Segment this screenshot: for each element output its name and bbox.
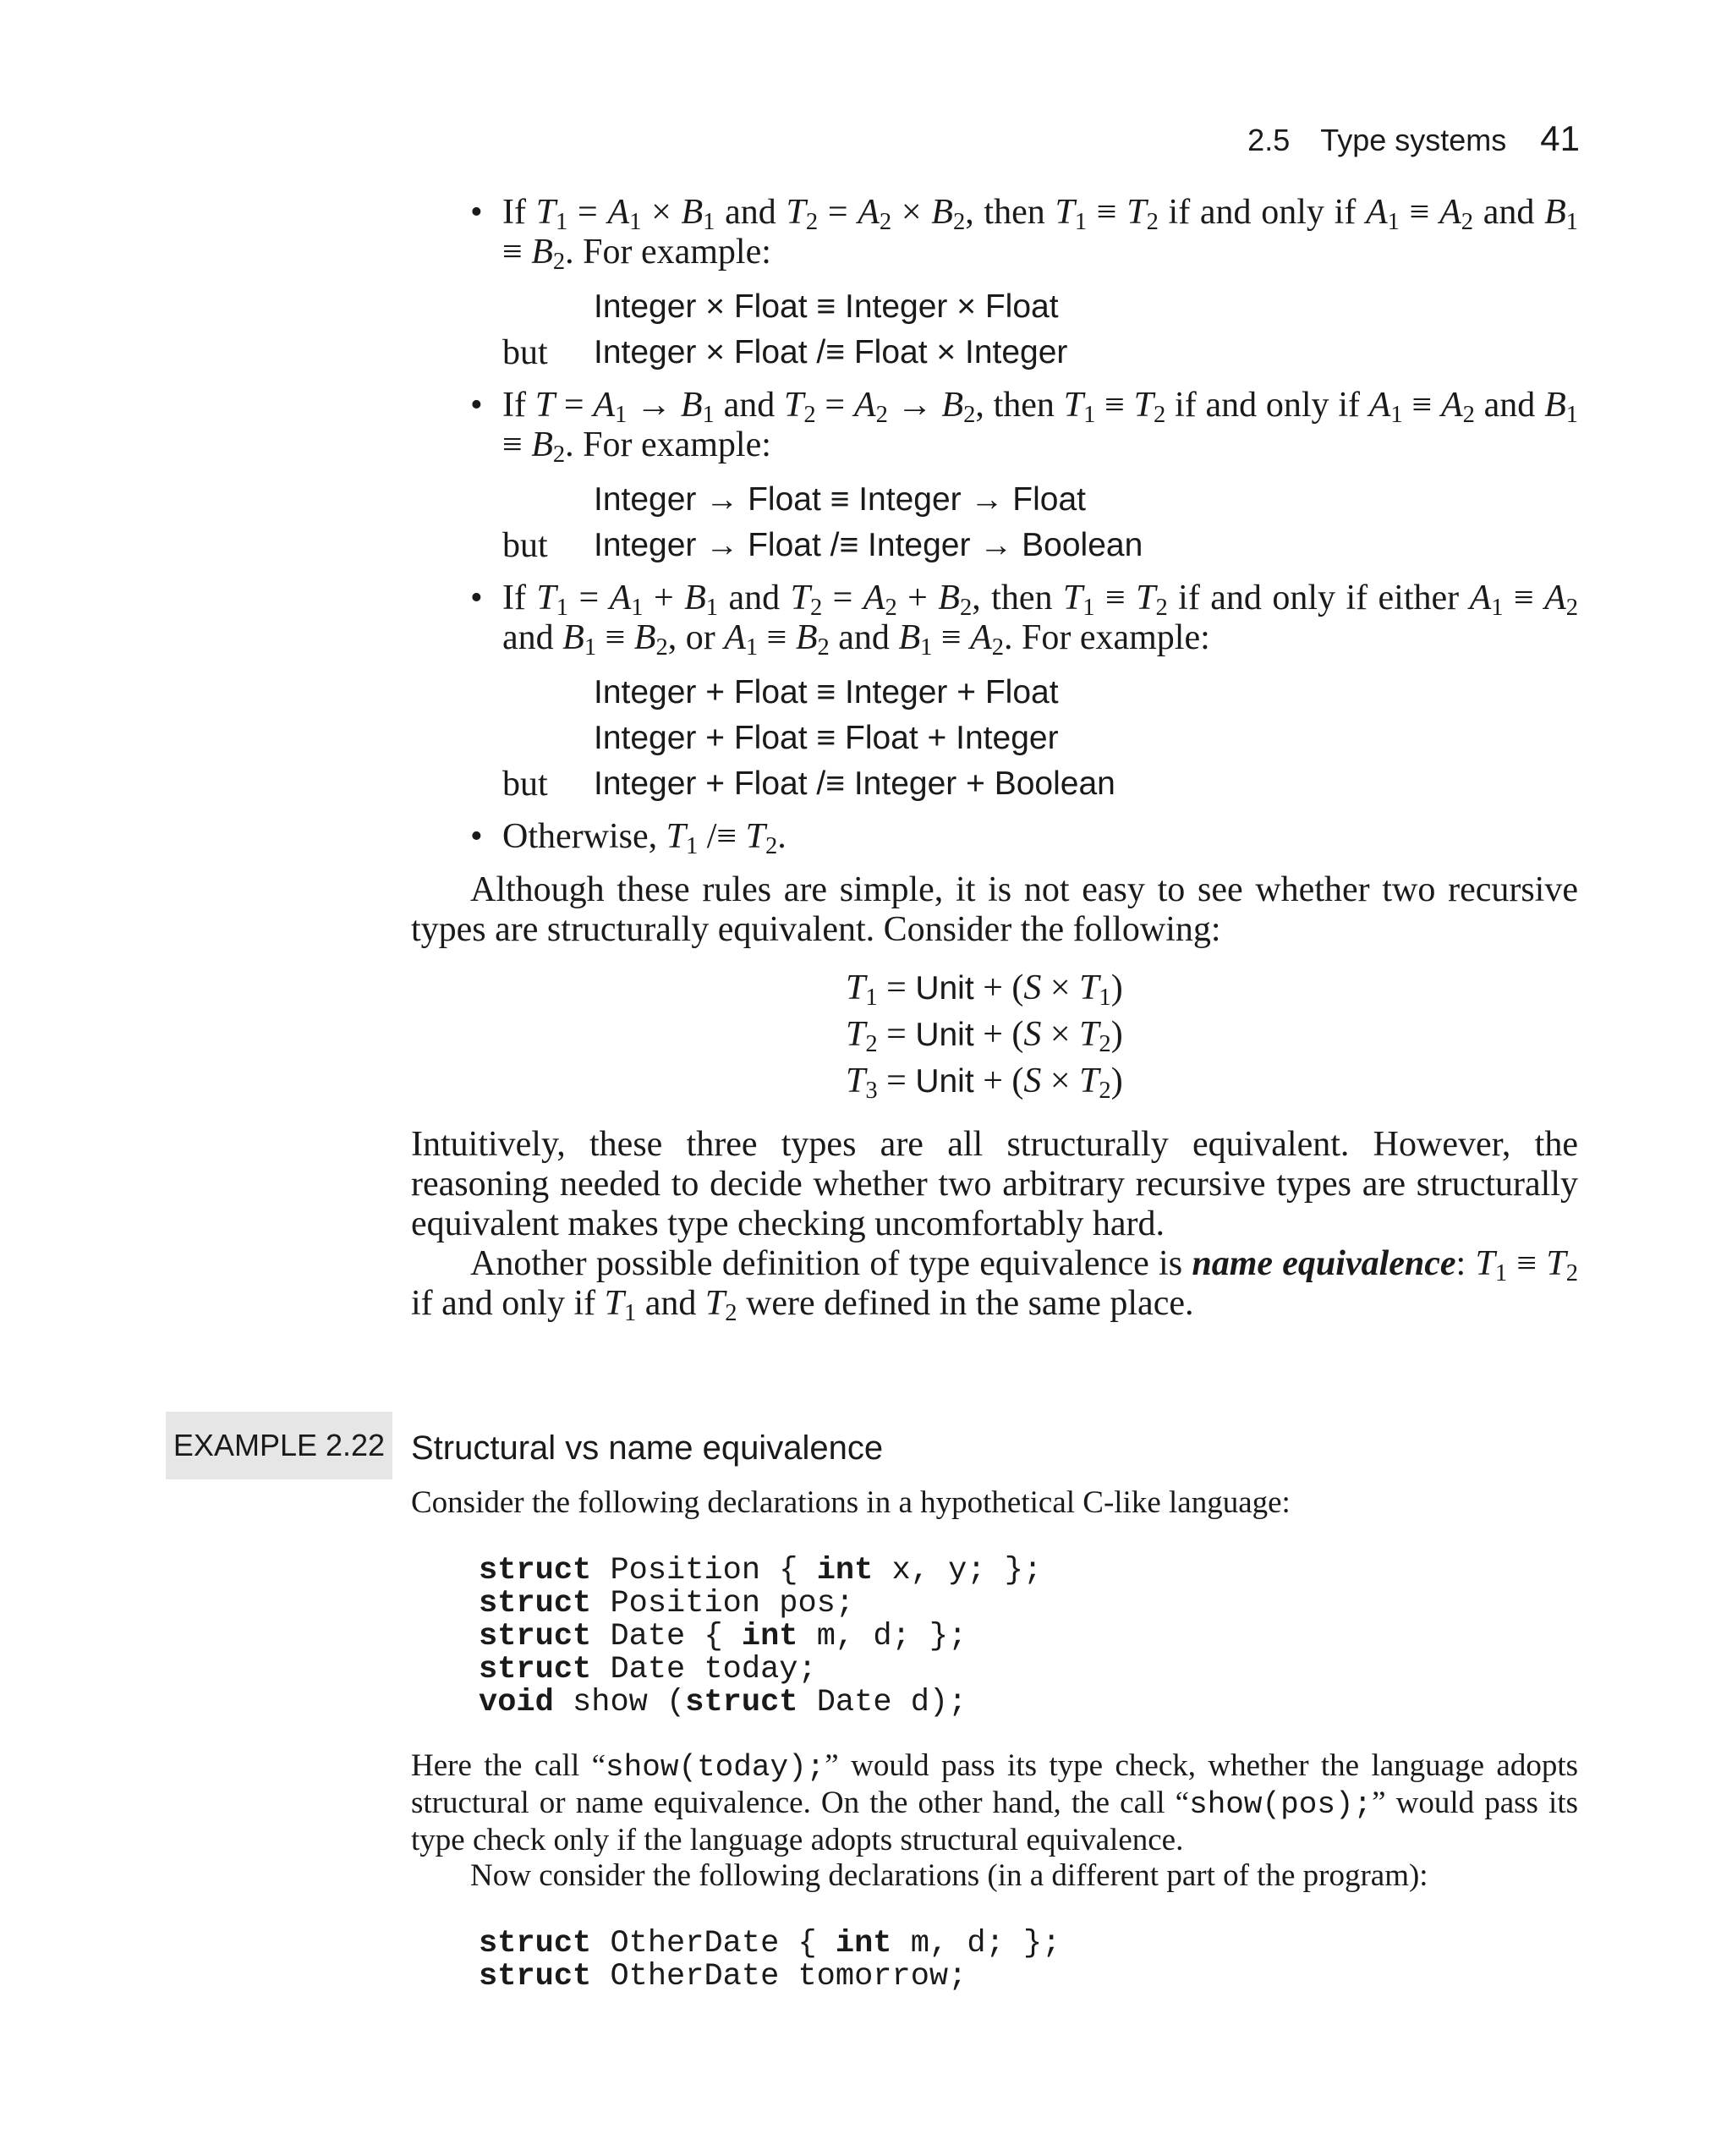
code-keyword: struct: [479, 1959, 592, 1994]
code-line: [479, 1555, 1578, 1588]
code-text: Date today;: [591, 1652, 817, 1687]
code-keyword: struct: [479, 1619, 592, 1654]
example-line: Integer → Float ≡ Integer → Float: [594, 481, 1087, 518]
example-line: Integer → Float /≡ Integer → Boolean: [594, 527, 1143, 563]
bullet-dot: •: [470, 579, 483, 617]
code-text: Position pos;: [591, 1586, 855, 1621]
but-label: but: [502, 333, 548, 372]
code-line: [479, 1588, 1578, 1621]
code-line: [479, 1621, 1578, 1654]
bullet-dot: •: [470, 193, 483, 232]
code-line: [479, 1928, 1578, 1961]
equation-t1: $T_1$ = Unit + $(S \times T_1)$: [846, 968, 1123, 1012]
example-block-product: [502, 284, 1578, 376]
recursive-type-equations: [846, 965, 1578, 1105]
code-keyword: void: [479, 1685, 554, 1720]
code-keyword: struct: [685, 1685, 798, 1720]
page-number: 41: [1540, 118, 1580, 158]
section-title: Type systems: [1320, 123, 1507, 157]
code-text: Date d);: [797, 1685, 967, 1720]
equation-t2: $T_2$ = Unit + $(S \times T_2)$: [846, 1015, 1123, 1058]
paragraph-recursive-types: Although these rules are simple, it is not easy to see whether two recursive types are structurally equivalent. Consider the following:: [411, 870, 1578, 949]
code-keyword: struct: [479, 1652, 592, 1687]
section-number: 2.5: [1247, 123, 1291, 157]
but-label: but: [502, 526, 548, 565]
example-line: Integer + Float ≡ Float + Integer: [594, 720, 1059, 756]
bullet-sum-types: • If $T_1 = A_1 + B_1$ and $T_2 = A_2 + B_2$, then $T_1 \equiv T_2$ if and only if either $A_1 \equiv A_2$ and $B_1 \equiv B_2$, or $A_1 \equiv B_2$ and $B_1 \equiv A_2$. For example:: [470, 579, 1579, 661]
bullet-function-types: • If $T = A_1 \to B_1$ and $T_2 = A_2 \to B_2$, then $T_1 \equiv T_2$ if and only if $A_1 \equiv A_2$ and $B_1 \equiv B_2$. For example:: [470, 386, 1579, 469]
example-block-sum: [502, 670, 1578, 807]
code-text: m, d; };: [891, 1926, 1061, 1961]
equation-t3: $T_3$ = Unit + $(S \times T_2)$: [846, 1062, 1123, 1105]
bullet-otherwise: • Otherwise, $T_1 /\equiv T_2$.: [470, 817, 787, 860]
code-keyword: struct: [479, 1926, 592, 1961]
bullet-dot: •: [470, 817, 483, 856]
example-content: [411, 1485, 1578, 2022]
code-text: OtherDate tomorrow;: [591, 1959, 967, 1994]
term-name-equivalence: name equivalence: [1192, 1244, 1456, 1283]
code-text: show (: [553, 1685, 686, 1720]
inline-code-show-today: show(today);: [606, 1750, 825, 1785]
paragraph-show-call: Here the call “show(today);” would pass its type check, whether the language adopts structural or name equivalence. On the other hand, the call “show(pos);” would pass its type check only if the language adopts structural equivalence.: [411, 1748, 1578, 1857]
code-line: [479, 1687, 1578, 1720]
code-keyword: int: [741, 1619, 798, 1654]
code-keyword: int: [816, 1553, 874, 1588]
code-keyword: struct: [479, 1553, 592, 1588]
example-title: Structural vs name equivalence: [411, 1429, 884, 1467]
code-text: Position {: [591, 1553, 817, 1588]
but-label: but: [502, 765, 548, 804]
code-keyword: int: [835, 1926, 892, 1961]
paragraph-now-consider: Now consider the following declarations (in a different part of the program):: [470, 1858, 1428, 1893]
example-line: Integer + Float /≡ Integer + Boolean: [594, 765, 1115, 802]
code-block-otherdate: [479, 1928, 1578, 1994]
code-text: OtherDate {: [591, 1926, 836, 1961]
code-text: Date {: [591, 1619, 742, 1654]
example-block-function: [502, 477, 1578, 568]
example-tag: EXAMPLE 2.22: [166, 1412, 392, 1479]
example-line: Integer × Float ≡ Integer × Float: [594, 288, 1059, 325]
code-text: x, y; };: [873, 1553, 1043, 1588]
paragraph-name-equivalence: Another possible definition of type equivalence is name equivalence: $T_1 \equiv T_2$ if and only if $T_1$ and $T_2$ were defined in the same place.: [411, 1244, 1578, 1327]
example-intro: Consider the following declarations in a hypothetical C-like language:: [411, 1485, 1291, 1520]
paragraph-intuitively: Intuitively, these three types are all structurally equivalent. However, the reasoning needed to decide whether two arbitrary recursive types are structurally equivalent makes type checking uncomfortably hard.: [411, 1125, 1578, 1243]
example-line: Integer + Float ≡ Integer + Float: [594, 674, 1059, 710]
running-header: [1247, 118, 1580, 159]
main-text: [411, 193, 1579, 1327]
code-block-declarations: [479, 1555, 1578, 1720]
code-line: [479, 1654, 1578, 1687]
bullet-product-types: • If $T_1 = A_1 \times B_1$ and $T_2 = A_2 \times B_2$, then $T_1 \equiv T_2$ if and only if $A_1 \equiv A_2$ and $B_1 \equiv B_2$. For example:: [470, 193, 1578, 276]
bullet-dot: •: [470, 386, 483, 425]
code-keyword: struct: [479, 1586, 592, 1621]
code-line: [479, 1961, 1578, 1994]
inline-code-show-pos: show(pos);: [1189, 1787, 1373, 1822]
example-line: Integer × Float /≡ Float × Integer: [594, 334, 1068, 370]
code-text: m, d; };: [797, 1619, 967, 1654]
